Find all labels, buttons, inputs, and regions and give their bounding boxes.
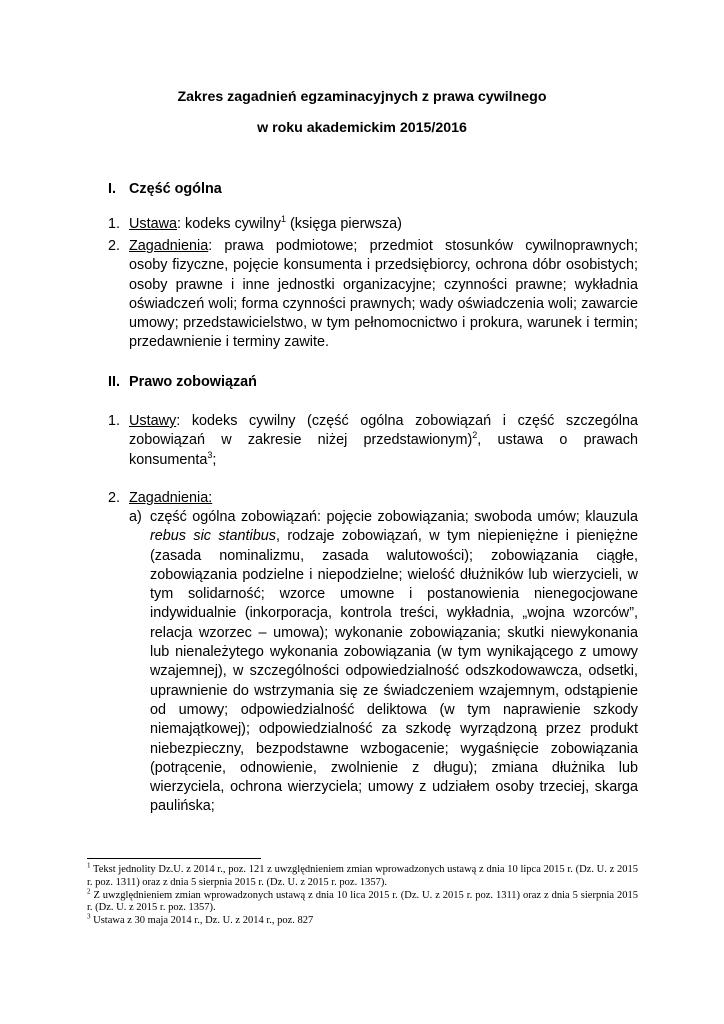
footnote-ref: 3	[207, 449, 213, 460]
item-body	[129, 215, 638, 234]
item-text: : kodeks cywilny (część ogólna zobowiązań i część szczególna zobowiązań w zakresie niżej przedstawionym)	[129, 413, 638, 449]
item-label: Zagadnienia:	[129, 490, 213, 506]
section-heading-obligations	[108, 373, 257, 391]
list-item-statute	[108, 215, 638, 234]
section-number: I.	[108, 181, 116, 197]
footnote	[87, 912, 638, 928]
item-body	[129, 412, 638, 470]
sub-item-number: a)	[129, 509, 142, 525]
item-text: : prawa podmiotowe; przedmiot stosunków cywilnoprawnych; osoby fizyczne, pojęcie konsumenta i przedsiębiorcy, ochrona dóbr osobistych; osoby prawne i inne jednostki organizacyjne; czynności prawne; wykładnia oświadczeń woli; forma czynności prawnych; wady oświadczenia woli; zawarcie umowy; przedstawicielstwo, w tym pełnomocnictwo i prokura, warunek i termin; przedawnienie i terminy zawite.	[129, 238, 638, 351]
footnote-text: Tekst jednolity Dz.U. z 2014 r., poz. 121 z uwzględnieniem zmian wprowadzonych ustawą z dnia 10 lipca 2015 r. (Dz. U. z 2015 r. poz. 1311) oraz z dnia 5 sierpnia 2015 r. (Dz. U. z 2015 r. poz. 1357).	[87, 864, 638, 888]
item-number: 1.	[108, 413, 121, 429]
item-label: Ustawa	[129, 216, 177, 232]
item-label: Ustawy	[129, 413, 177, 429]
document-title: Zakres zagadnień egzaminacyjnych z prawa cywilnego	[177, 89, 547, 105]
item-body	[129, 489, 638, 508]
footnote	[87, 887, 638, 916]
item-text: , ustawa o prawach konsumenta	[129, 432, 638, 468]
section-title: Prawo zobowiązań	[129, 374, 257, 390]
footnote-mark: 3	[87, 912, 91, 921]
list-item-topics	[108, 237, 638, 353]
item-number: 2.	[108, 238, 121, 254]
footnote-text: Z uwzględnieniem zmian wprowadzonych ustawą z dnia 10 lica 2015 r. (Dz. U. z 2015 r. poz. 1311) oraz z dnia 5 sierpnia 2015 r. (Dz. U. z 2015 r. poz. 1357).	[87, 889, 638, 914]
footnote-text: Ustawa z 30 maja 2014 r., Dz. U. z 2014 r., poz. 827	[90, 915, 314, 927]
item-text: : kodeks cywilny	[177, 216, 281, 232]
footnote-separator	[87, 858, 261, 859]
sub-item-body	[150, 508, 638, 817]
section-title: Część ogólna	[129, 181, 222, 197]
footnotes	[87, 861, 638, 928]
section-number: II.	[108, 374, 120, 390]
item-text: (księga pierwsza)	[285, 216, 402, 232]
latin-phrase: rebus sic stantibus	[150, 528, 276, 545]
footnote-ref: 2	[472, 430, 478, 441]
document-subtitle: w roku akademickim 2015/2016	[257, 120, 467, 136]
section-heading-general	[108, 180, 222, 198]
sub-item-text: część ogólna zobowiązań: pojęcie zobowiązania; swoboda umów; klauzula	[150, 509, 638, 525]
footnote-mark: 1	[87, 861, 91, 870]
item-body	[129, 237, 638, 353]
list-item-statutes	[108, 412, 638, 470]
list-item-topics-heading	[108, 489, 638, 508]
item-label: Zagadnienia	[129, 238, 209, 254]
sub-item-a	[129, 508, 638, 817]
footnote	[87, 861, 638, 890]
item-number: 2.	[108, 490, 121, 506]
item-text: ;	[212, 451, 217, 468]
footnote-mark: 2	[87, 887, 91, 896]
sub-item-text: , rodzaje zobowiązań, w tym niepieniężne i pieniężne (zasada nominalizmu, zasada walutowości); zobowiązania ciągłe, zobowiązania podzielne i niepodzielne; wielość dłużników lub wierzycieli, w tym solidarność; wzorce umowne i postanowienia nienegocjowane indywidualnie (inkorporacja, kontrola treści, wykładnia, „wojna wzorców”, relacja wzorzec – umowa); wykonanie zobowiązania; skutki niewykonania lub nienależytego wykonania zobowiązania (w tym wynikającego z umowy wzajemnej), w szczególności odpowiedzialność odszkodowawcza, odsetki, uprawnienie do wstrzymania się ze świadczeniem wzajemnym, odstąpienie od umowy; odpowiedzialność deliktowa (w tym naprawienie szkody niemajątkowej); odpowiedzialność za szkodę wyrządzoną przez produkt niebezpieczny, bezpodstawne wzbogacenie; wygaśnięcie zobowiązania (potrącenie, odnowienie, zwolnienie z długu); zmiana dłużnika lub wierzyciela, ochrona wierzyciela; umowy z udziałem osoby trzeciej, skarga paulińska;	[150, 528, 638, 815]
item-number: 1.	[108, 216, 121, 232]
footnote-ref: 1	[280, 214, 286, 225]
